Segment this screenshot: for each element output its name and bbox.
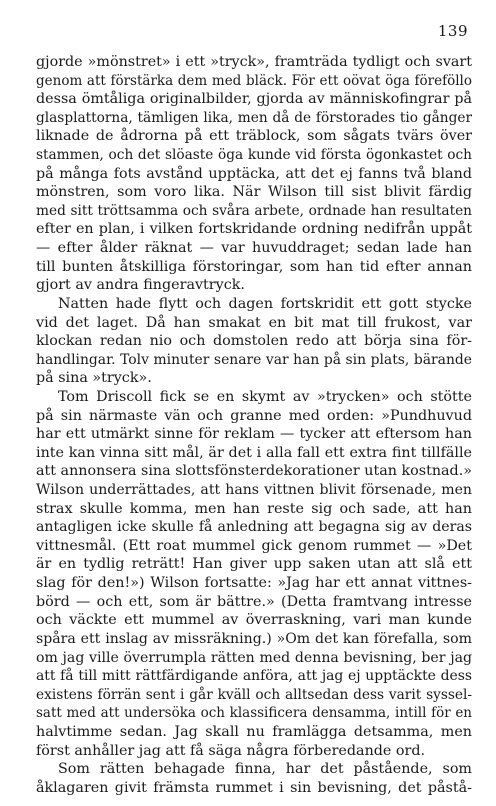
text-line: vittnesmål. (Ett roat mummel gick genom rummet — »Det [36,537,472,554]
text-line: har ett utmärkt sinne för reklam — tycker att eftersom han [36,426,472,443]
text-line: spåra ett inslag av missräkning.) »Om det kan förefalla, som [36,630,472,647]
text-line: dessa ömtåliga originalbilder, gjorda av människofingrar på [36,91,472,108]
text-line: klockan redan nio och domstolen redo att börja sina för- [36,333,472,350]
text-line: först anhåller jag att få säga några förberedande ord. [36,742,426,759]
text-line: antagligen icke skulle få anledning att begagna sig av deras [36,519,472,536]
text-line: handlingar. Tolv minuter senare var han på sin plats, bärande [36,351,472,368]
text-line: att få till mitt rättfärdigande anföra, att jag ej upptäckte dess [36,668,472,685]
text-line: — efter ålder räknat — var huvuddraget; sedan lade han [36,240,472,257]
text-line: stammen, och det slöaste öga kunde vid första ögonkastet och [36,147,472,164]
text-line: strax skulle komma, men han reste sig och sade, att han [36,500,472,517]
text-line: Wilson underrättades, att hans vittnen blivit försenade, men [36,482,472,499]
text-line: halvtimme sedan. Jag skall nu framlägga detsamma, men [36,723,472,740]
text-line: liknade de ådrorna på ett träblock, som sågats tvärs över [36,128,472,145]
text-line: slag för den!») Wilson fortsatte: »Jag har ett annat vittnes- [36,575,472,592]
text-line: inte kan vinna sitt mål, är det i alla fall ett extra fint tillfälle [36,444,472,461]
text-line: med sitt tröttsamma och svåra arbete, ordnade han resultaten [36,202,472,219]
text-line: efter en plan, i vilken fortskridande ordning nedifrån uppåt [36,221,472,238]
text-line: vid det laget. Då han smakat en bit mat till frukost, var [36,314,472,331]
page-number: 139 [437,22,468,40]
text-line: och väckte ett mummel av överraskning, vari man kunde [36,612,472,629]
body-text [36,53,472,797]
text-line: på sin närmaste vän och granne med orden: »Pundhuvud [36,407,472,424]
text-line: mönstren, som voro lika. När Wilson till sist blivit färdig [36,184,472,201]
text-line: om jag ville överrumpla rätten med denna bevisning, ber jag [36,649,472,666]
text-line: gjorde »mönstret» i ett »tryck», framträda tydligt och svart [36,54,472,70]
text-line: Natten hade flytt och dagen fortskridit ett gott stycke [58,295,472,312]
text-line: åklagaren givit främsta rummet i sin bevisning, det påstå- [36,779,472,796]
text-line: glasplattorna, tämligen lika, men då de förstorades tio gånger [36,109,472,126]
text-line: existens förrän sent i går kväll och alltsedan dess varit syssel- [36,686,472,703]
text-line: att annonsera sina slottsfönsterdekorationer utan kostnad.» [36,463,472,480]
text-line: satt med att undersöka och klassificera densamma, intill för en [36,705,472,722]
text-line: gjort av andra fingeravtryck. [36,277,245,294]
text-line: till bunten åtskilliga förstoringar, som han tid efter annan [36,258,472,275]
text-line: Tom Driscoll fick se en skymt av »trycken» och stötte [58,388,472,405]
text-line: börd — och ett, som är bättre.» (Detta framtvang intresse [36,593,472,610]
text-line: på sina »tryck». [36,370,152,387]
text-line: Som rätten behagade finna, har det påstående, som [58,761,472,778]
text-line: är en tydlig reträtt! Han giver upp saken utan att slå ett [36,556,472,573]
text-line: på många fots avstånd upptäcka, att det ej fanns två bland [36,165,472,182]
text-line: genom att förstärka dem med bläck. För ett oövat öga föreföllo [36,72,472,89]
